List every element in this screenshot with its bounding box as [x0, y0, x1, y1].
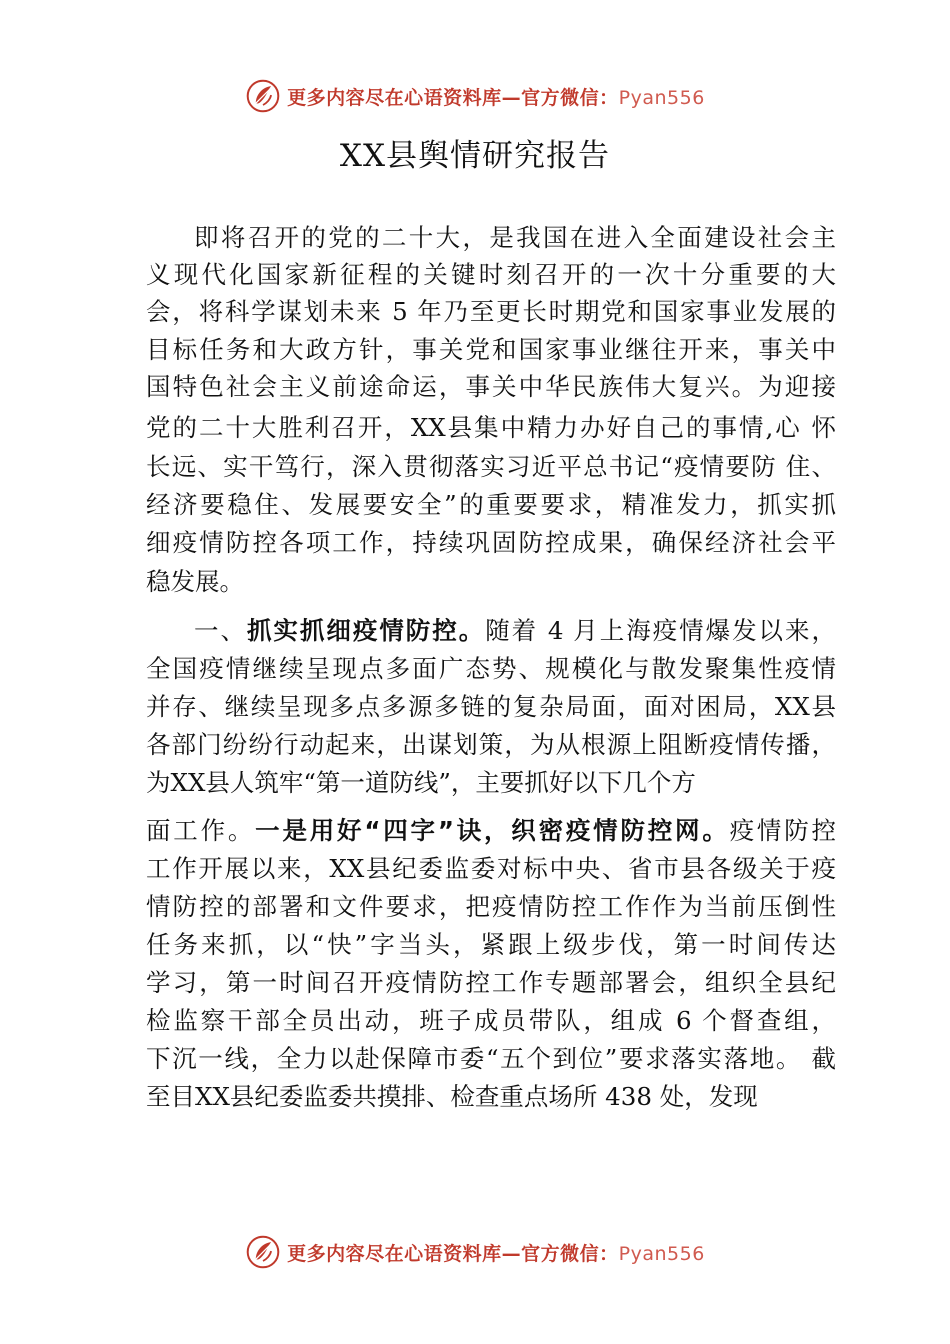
- paragraph-line: 即将召开的党的二十大，是我国在进入全面建设社会主: [194, 223, 836, 252]
- paragraph-line: 工作开展以来，XX县纪委监委对标中央、省市县各级关于疫: [146, 854, 836, 883]
- watermark-wechat-id: Pyan556: [618, 86, 705, 109]
- header-watermark: [0, 74, 950, 118]
- watermark-text: 更多内容尽在心语资料库—官方微信：Pyan556: [287, 1242, 705, 1265]
- paragraph-line: 全国疫情继续呈现点多面广态势、规模化与散发聚集性疫情: [146, 654, 836, 683]
- paragraph-line: 国特色社会主义前途命运，事关中华民族伟大复兴。为迎接: [146, 372, 836, 401]
- watermark-wechat-id: Pyan556: [618, 1242, 705, 1265]
- document-title: XX县舆情研究报告: [339, 138, 611, 174]
- paragraph-line: 检监察干部全员出动，班子成员带队，组成 6 个督查组，: [146, 1006, 836, 1035]
- paragraph-line: 至目XX县纪委监委共摸排、检查重点场所 438 处，发现: [146, 1082, 758, 1111]
- paragraph-line: 细疫情防控各项工作，持续巩固防控成果，确保经济社会平: [146, 528, 836, 557]
- paragraph-text: 疫情防控: [729, 816, 836, 845]
- paragraph-line: 义现代化国家新征程的关键时刻召开的一次十分重要的大: [146, 260, 836, 289]
- paragraph-line: 任务来抓，以“快”字当头，紧跟上级步伐，第一时间传达: [146, 930, 836, 959]
- paragraph-line: 会，将科学谋划未来 5 年乃至更长时期党和国家事业发展的: [146, 297, 836, 326]
- paragraph-line: 目标任务和大政方针，事关党和国家事业继往开来，事关中: [146, 335, 836, 364]
- paragraph-line: 为XX县人筑牢“第一道防线”，主要抓好以下几个方: [146, 768, 696, 797]
- paragraph-line: 党的二十大胜利召开，XX县集中精力办好自己的事情,心 怀: [146, 413, 836, 442]
- subsection-heading-line: [146, 814, 836, 848]
- section-number: 一、: [194, 616, 247, 645]
- footer-watermark: [0, 1230, 950, 1274]
- paragraph-line: 经济要稳住、发展要安全”的重要要求，精准发力，抓实抓: [146, 490, 836, 519]
- flame-leaf-logo-icon: [245, 78, 281, 114]
- section-heading-line: [194, 614, 836, 648]
- section-heading: 抓实抓细疫情防控。: [246, 616, 486, 645]
- flame-leaf-logo-icon: [245, 1234, 281, 1270]
- paragraph-text: 面工作。: [146, 816, 256, 845]
- paragraph-line: 学习，第一时间召开疫情防控工作专题部署会，组织全县纪: [146, 968, 836, 997]
- paragraph-line: 各部门纷纷行动起来，出谋划策，为从根源上阻断疫情传播，: [146, 730, 836, 759]
- paragraph-text: 随着 4 月上海疫情爆发以来，: [485, 616, 836, 645]
- paragraph-line: 并存、继续呈现多点多源多链的复杂局面，面对困局，XX县: [146, 692, 836, 721]
- paragraph-line: 长远、实干笃行，深入贯彻落实习近平总书记“疫情要防 住、: [146, 452, 836, 481]
- watermark-text: 更多内容尽在心语资料库—官方微信：Pyan556: [287, 86, 705, 109]
- paragraph-line: 下沉一线，全力以赴保障市委“五个到位”要求落实落地。 截: [146, 1044, 836, 1073]
- paragraph-line: 情防控的部署和文件要求，把疫情防控工作作为当前压倒性: [146, 892, 836, 921]
- paragraph-line: 稳发展。: [146, 567, 244, 596]
- subsection-heading: 一是用好“四字”诀，织密疫情防控网。: [255, 816, 730, 845]
